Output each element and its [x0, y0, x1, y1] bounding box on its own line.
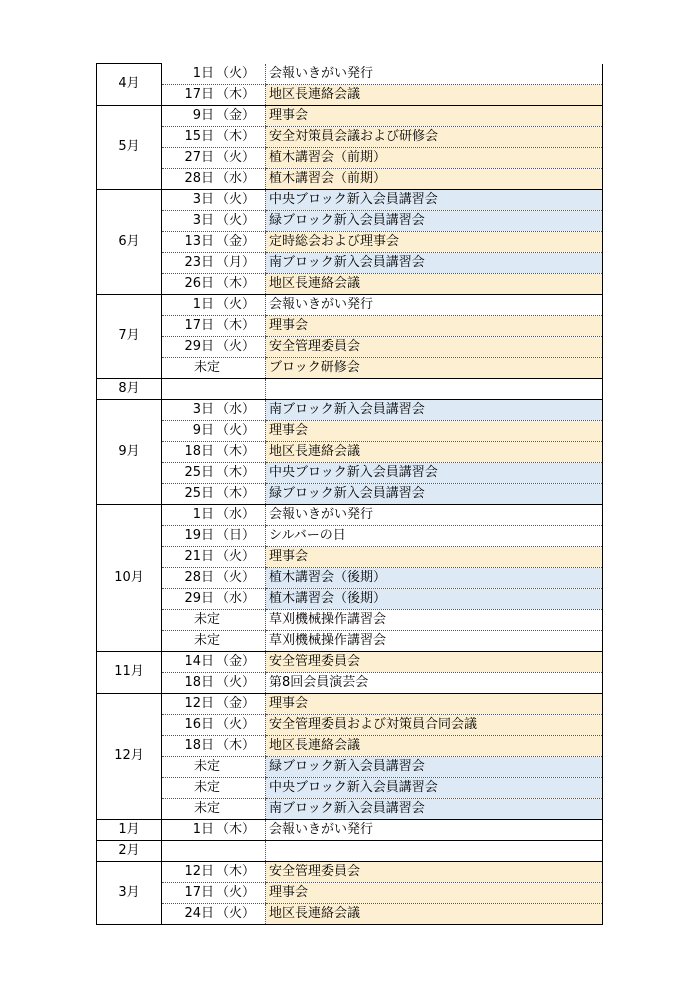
event-name: 中央ブロック新入会員講習会	[266, 777, 603, 798]
date-cell	[162, 819, 266, 840]
event-name: 安全管理委員会	[266, 651, 603, 672]
event-day: 12日	[184, 863, 214, 879]
event-weekday: （木）	[216, 128, 256, 144]
date-cell	[162, 546, 266, 567]
event-name: 植木講習会（後期）	[266, 567, 603, 588]
event-weekday: （木）	[216, 863, 256, 879]
event-day-undecided: 未定	[193, 611, 220, 627]
schedule-row	[97, 189, 603, 210]
annual-schedule-table	[96, 63, 603, 925]
event-day: 17日	[184, 884, 214, 900]
event-weekday: （木）	[216, 275, 256, 291]
event-day: 3日	[192, 191, 214, 207]
event-day: 27日	[184, 149, 214, 165]
schedule-row	[97, 315, 603, 336]
schedule-row	[97, 126, 603, 147]
event-day: 18日	[184, 737, 214, 753]
date-cell	[162, 735, 266, 756]
event-day: 28日	[184, 569, 214, 585]
event-weekday: （水）	[216, 506, 256, 522]
event-weekday: （火）	[216, 338, 256, 354]
schedule-row	[97, 525, 603, 546]
schedule-row	[97, 378, 603, 399]
event-day: 1日	[192, 821, 214, 837]
event-day: 15日	[184, 128, 214, 144]
event-name: 中央ブロック新入会員講習会	[266, 462, 603, 483]
date-cell	[162, 672, 266, 693]
event-day: 1日	[192, 296, 214, 312]
event-name: 緑ブロック新入会員講習会	[266, 756, 603, 777]
month-cell: 7月	[97, 294, 162, 378]
schedule-row	[97, 609, 603, 630]
event-name: 植木講習会（前期）	[266, 147, 603, 168]
event-weekday: （火）	[216, 422, 256, 438]
date-cell	[162, 630, 266, 651]
event-weekday: （火）	[216, 548, 256, 564]
event-day: 23日	[184, 254, 214, 270]
event-day: 3日	[192, 401, 214, 417]
event-weekday: （火）	[216, 149, 256, 165]
schedule-row	[97, 756, 603, 777]
schedule-row	[97, 294, 603, 315]
date-cell	[162, 210, 266, 231]
event-name: 緑ブロック新入会員講習会	[266, 210, 603, 231]
event-name: 南ブロック新入会員講習会	[266, 252, 603, 273]
date-cell	[162, 168, 266, 189]
event-name: 草刈機械操作講習会	[266, 609, 603, 630]
date-cell	[162, 504, 266, 525]
schedule-row	[97, 714, 603, 735]
event-name: 植木講習会（前期）	[266, 168, 603, 189]
event-weekday: （火）	[216, 884, 256, 900]
schedule-row	[97, 64, 603, 85]
schedule-row	[97, 819, 603, 840]
schedule-row	[97, 483, 603, 504]
event-name: 理事会	[266, 105, 603, 126]
date-cell	[162, 903, 266, 924]
date-cell	[162, 84, 266, 105]
event-weekday: （月）	[216, 254, 256, 270]
schedule-row	[97, 630, 603, 651]
event-weekday: （火）	[216, 569, 256, 585]
date-cell	[162, 462, 266, 483]
event-weekday: （火）	[216, 905, 256, 921]
date-cell	[162, 315, 266, 336]
month-cell: 11月	[97, 651, 162, 693]
event-day: 3日	[192, 212, 214, 228]
schedule-row	[97, 651, 603, 672]
schedule-row	[97, 420, 603, 441]
event-day-undecided: 未定	[193, 632, 220, 648]
event-name: 草刈機械操作講習会	[266, 630, 603, 651]
schedule-row	[97, 903, 603, 924]
event-day-undecided: 未定	[193, 359, 220, 375]
event-name: 地区長連絡会議	[266, 735, 603, 756]
event-day: 18日	[184, 674, 214, 690]
month-cell: 12月	[97, 693, 162, 819]
event-day: 17日	[184, 86, 214, 102]
date-cell	[162, 189, 266, 210]
date-cell	[162, 336, 266, 357]
event-name: 会報いきがい発行	[266, 504, 603, 525]
date-cell	[162, 105, 266, 126]
event-weekday: （金）	[216, 107, 256, 123]
event-day: 9日	[192, 422, 214, 438]
event-name: 地区長連絡会議	[266, 441, 603, 462]
schedule-row	[97, 399, 603, 420]
event-name	[266, 840, 603, 861]
event-weekday: （水）	[216, 170, 256, 186]
date-cell	[162, 588, 266, 609]
event-day: 29日	[184, 590, 214, 606]
date-cell	[162, 294, 266, 315]
date-cell	[162, 756, 266, 777]
event-day: 26日	[184, 275, 214, 291]
month-cell: 5月	[97, 105, 162, 189]
month-cell: 2月	[97, 840, 162, 861]
date-cell	[162, 525, 266, 546]
event-weekday: （火）	[216, 674, 256, 690]
date-cell	[162, 231, 266, 252]
schedule-row	[97, 441, 603, 462]
schedule-row	[97, 168, 603, 189]
month-cell: 10月	[97, 504, 162, 651]
schedule-row	[97, 252, 603, 273]
event-name: 南ブロック新入会員講習会	[266, 399, 603, 420]
date-cell	[162, 64, 266, 85]
schedule-row	[97, 777, 603, 798]
event-name: 植木講習会（後期）	[266, 588, 603, 609]
schedule-row	[97, 840, 603, 861]
event-name: シルバーの日	[266, 525, 603, 546]
schedule-row	[97, 672, 603, 693]
event-name: 理事会	[266, 546, 603, 567]
event-name: 会報いきがい発行	[266, 64, 603, 85]
event-weekday: （火）	[216, 296, 256, 312]
event-day: 9日	[192, 107, 214, 123]
event-weekday: （木）	[216, 464, 256, 480]
month-cell: 3月	[97, 861, 162, 924]
date-cell	[162, 378, 266, 399]
date-cell	[162, 567, 266, 588]
schedule-row	[97, 210, 603, 231]
schedule-row	[97, 735, 603, 756]
schedule-row	[97, 273, 603, 294]
event-name: 理事会	[266, 420, 603, 441]
date-cell	[162, 126, 266, 147]
event-day: 1日	[192, 506, 214, 522]
schedule-row	[97, 588, 603, 609]
date-cell	[162, 840, 266, 861]
event-name: 中央ブロック新入会員講習会	[266, 189, 603, 210]
event-weekday: （日）	[216, 527, 256, 543]
event-day: 13日	[184, 233, 214, 249]
schedule-row	[97, 231, 603, 252]
event-day: 28日	[184, 170, 214, 186]
month-cell: 9月	[97, 399, 162, 504]
schedule-row	[97, 567, 603, 588]
event-day: 21日	[184, 548, 214, 564]
event-weekday: （金）	[216, 653, 256, 669]
event-weekday: （火）	[216, 716, 256, 732]
event-weekday: （木）	[216, 86, 256, 102]
event-weekday: （木）	[216, 737, 256, 753]
date-cell	[162, 882, 266, 903]
date-cell	[162, 714, 266, 735]
date-cell	[162, 420, 266, 441]
date-cell	[162, 252, 266, 273]
month-cell: 1月	[97, 819, 162, 840]
event-weekday: （木）	[216, 317, 256, 333]
event-name	[266, 378, 603, 399]
event-weekday: （木）	[216, 443, 256, 459]
schedule-row	[97, 882, 603, 903]
event-weekday: （火）	[216, 212, 256, 228]
schedule-row	[97, 504, 603, 525]
date-cell	[162, 147, 266, 168]
event-name: 定時総会および理事会	[266, 231, 603, 252]
event-name: 地区長連絡会議	[266, 903, 603, 924]
event-weekday: （木）	[216, 485, 256, 501]
schedule-row	[97, 798, 603, 819]
event-day: 25日	[184, 485, 214, 501]
event-name: 安全管理委員および対策員合同会議	[266, 714, 603, 735]
event-name: 地区長連絡会議	[266, 84, 603, 105]
event-name: 安全管理委員会	[266, 336, 603, 357]
event-name: 安全対策員会議および研修会	[266, 126, 603, 147]
date-cell	[162, 798, 266, 819]
event-name: 地区長連絡会議	[266, 273, 603, 294]
event-name: 会報いきがい発行	[266, 819, 603, 840]
date-cell	[162, 273, 266, 294]
schedule-row	[97, 861, 603, 882]
date-cell	[162, 609, 266, 630]
date-cell	[162, 399, 266, 420]
event-name: 緑ブロック新入会員講習会	[266, 483, 603, 504]
event-day-undecided: 未定	[193, 779, 220, 795]
event-weekday: （水）	[216, 590, 256, 606]
event-day: 12日	[184, 695, 214, 711]
event-name: 理事会	[266, 315, 603, 336]
date-cell	[162, 861, 266, 882]
event-weekday: （金）	[216, 233, 256, 249]
event-name: 第8回会員演芸会	[266, 672, 603, 693]
event-name: 南ブロック新入会員講習会	[266, 798, 603, 819]
schedule-row	[97, 357, 603, 378]
event-day: 14日	[184, 653, 214, 669]
month-cell: 8月	[97, 378, 162, 399]
event-weekday: （水）	[216, 401, 256, 417]
date-cell	[162, 441, 266, 462]
event-day: 17日	[184, 317, 214, 333]
event-day: 16日	[184, 716, 214, 732]
event-weekday: （金）	[216, 695, 256, 711]
event-day-undecided: 未定	[193, 800, 220, 816]
event-day: 1日	[192, 65, 214, 81]
event-day-undecided: 未定	[193, 758, 220, 774]
schedule-row	[97, 336, 603, 357]
schedule-row	[97, 147, 603, 168]
schedule-row	[97, 693, 603, 714]
event-day: 25日	[184, 464, 214, 480]
schedule-row	[97, 84, 603, 105]
event-weekday: （火）	[216, 65, 256, 81]
event-day: 29日	[184, 338, 214, 354]
schedule-row	[97, 462, 603, 483]
event-name: 理事会	[266, 693, 603, 714]
event-name: 安全管理委員会	[266, 861, 603, 882]
schedule-row	[97, 105, 603, 126]
event-weekday: （火）	[216, 191, 256, 207]
event-name: 会報いきがい発行	[266, 294, 603, 315]
date-cell	[162, 777, 266, 798]
month-cell: 4月	[97, 64, 162, 106]
month-cell: 6月	[97, 189, 162, 294]
event-name: 理事会	[266, 882, 603, 903]
event-weekday: （木）	[216, 821, 256, 837]
event-day: 24日	[184, 905, 214, 921]
date-cell	[162, 357, 266, 378]
date-cell	[162, 483, 266, 504]
date-cell	[162, 651, 266, 672]
event-name: ブロック研修会	[266, 357, 603, 378]
event-day: 19日	[184, 527, 214, 543]
event-day: 18日	[184, 443, 214, 459]
schedule-row	[97, 546, 603, 567]
date-cell	[162, 693, 266, 714]
